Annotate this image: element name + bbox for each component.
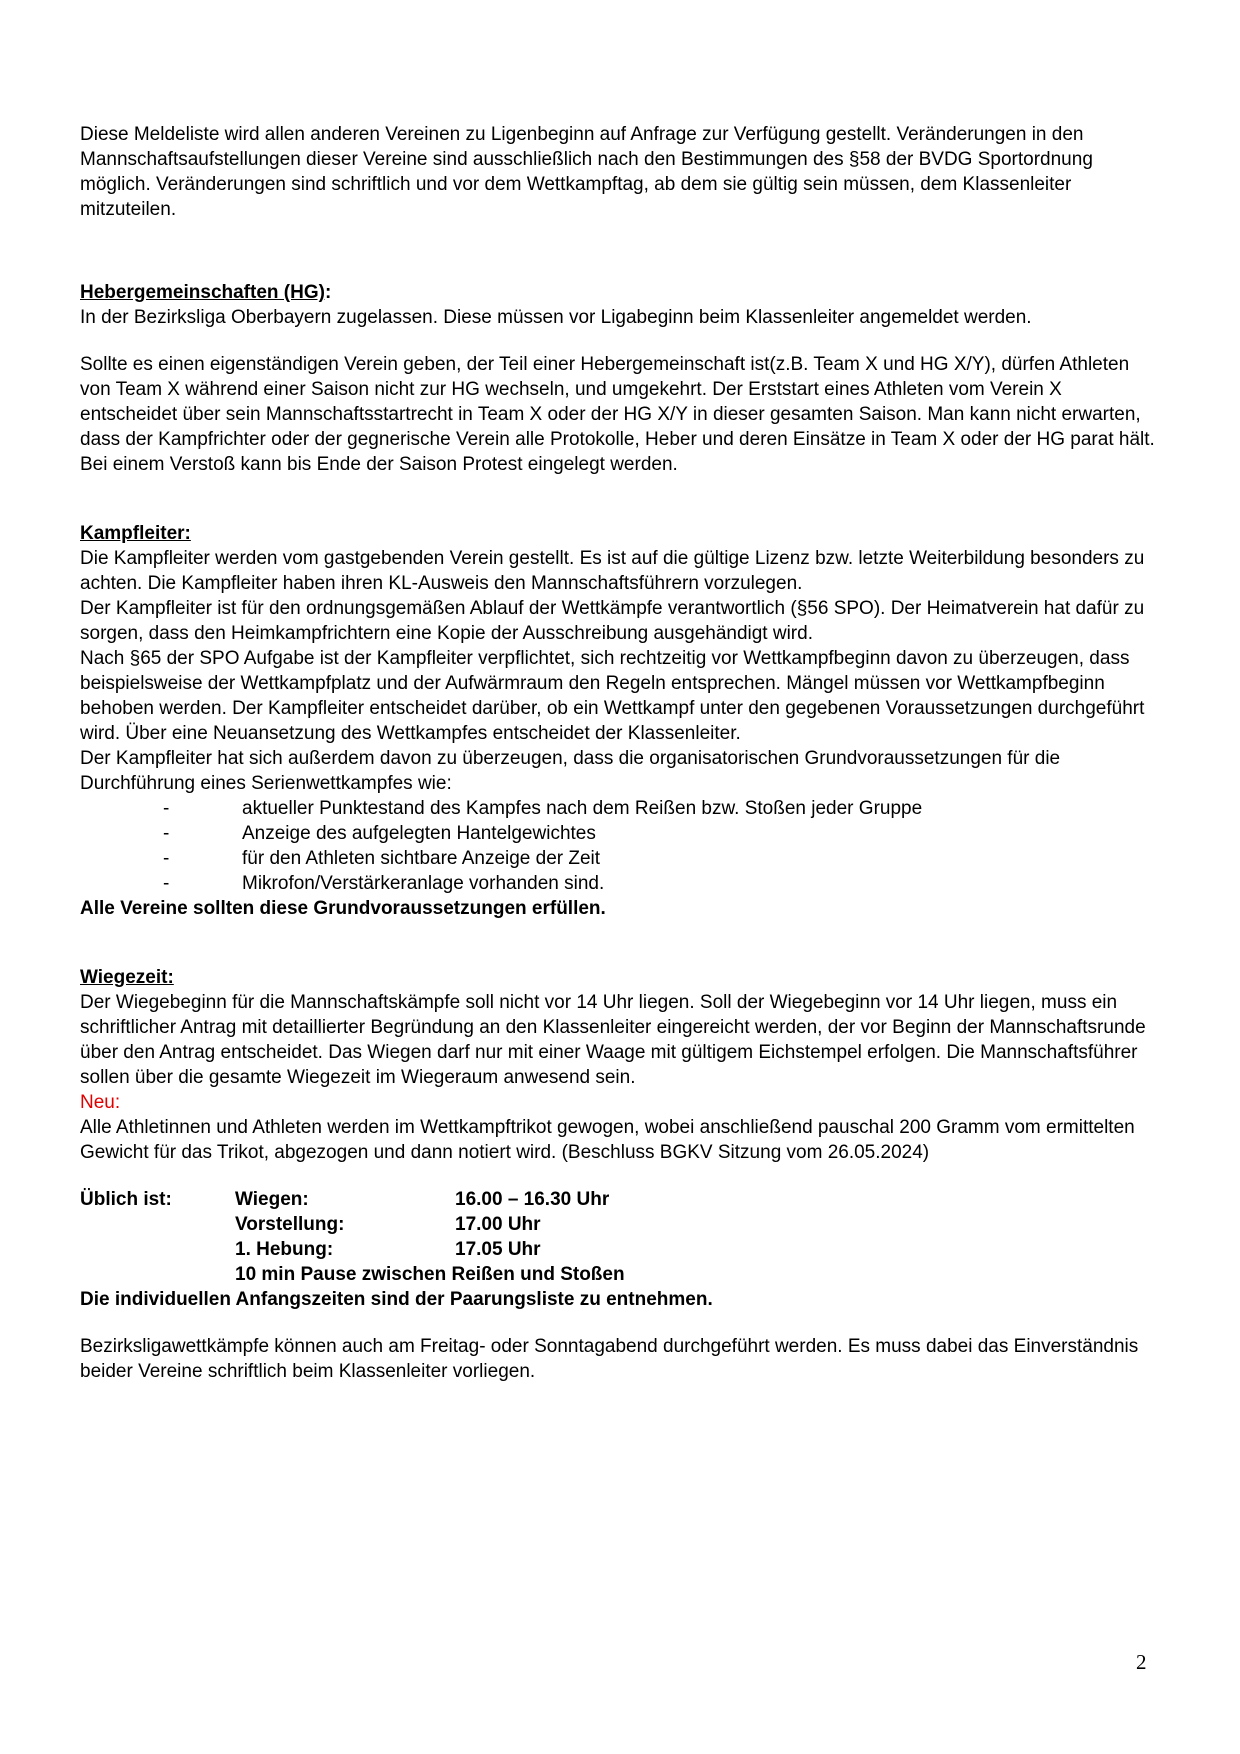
schedule-row-label: Vorstellung:: [235, 1214, 345, 1235]
schedule-spacer: [80, 1262, 235, 1287]
intro-paragraph: Diese Meldeliste wird allen anderen Vereinen zu Ligenbeginn auf Anfrage zur Verfügung gestellt. Veränderungen in den Mannschaftsaufstellungen dieser Vereine sind ausschließlich nach den Bestimmungen des §58 der BVDG Sportordnung möglich. Veränderungen sind schriftlich und vor dem Wettkampftag, ab dem sie gültig sein müssen, dem Klassenleiter mitzuteilen.: [80, 124, 1093, 220]
bullet-dash: -: [163, 873, 170, 894]
section-heading-hebergemeinschaften: [80, 280, 1160, 305]
schedule-row: [80, 1187, 1160, 1212]
heading-colon: :: [324, 282, 332, 303]
schedule-spacer: [80, 1237, 235, 1262]
list-item: [80, 846, 1160, 871]
kampfleiter-paragraph-2: Der Kampfleiter ist für den ordnungsgemäßen Ablauf der Wettkämpfe verantwortlich (§56 SPO). Der Heimatverein hat dafür zu sorgen, dass den Heimkampfrichtern eine Kopie der Ausschreibung ausgehändigt wird.: [80, 598, 1145, 644]
schedule-row: [80, 1237, 1160, 1262]
schedule-spacer: [80, 1212, 235, 1237]
hebergemeinschaften-paragraph-2: Sollte es einen eigenständigen Verein geben, der Teil einer Hebergemeinschaft ist(z.B. Team X und HG X/Y), dürfen Athleten von Team X während einer Saison nicht zur HG wechseln, und umgekehrt. Der Erststart eines Athleten vom Verein X entscheidet über sein Mannschaftsstartrecht in Team X oder der HG X/Y in dieser gesamten Saison. Man kann nicht erwarten, dass der Kampfrichter oder der gegnerische Verein alle Protokolle, Heber und deren Einsätze in Team X oder der HG parat hält. Bei einem Verstoß kann bis Ende der Saison Protest eingelegt werden.: [80, 354, 1155, 475]
schedule-block: [80, 1187, 1160, 1312]
kampfleiter-paragraph-1: Die Kampfleiter werden vom gastgebenden Verein gestellt. Es ist auf die gültige Lizenz bzw. letzte Weiterbildung besonders zu achten. Die Kampfleiter haben ihren KL-Ausweis den Mannschaftsführern vorzulegen.: [80, 548, 1145, 594]
schedule-row: [80, 1262, 1160, 1287]
schedule-pause-note: 10 min Pause zwischen Reißen und Stoßen: [235, 1264, 625, 1285]
list-item-text: Mikrofon/Verstärkeranlage vorhanden sind.: [242, 873, 605, 894]
schedule-row-value: 17.00 Uhr: [455, 1214, 541, 1235]
kampfleiter-paragraph-3: Nach §65 der SPO Aufgabe ist der Kampfleiter verpflichtet, sich rechtzeitig vor Wettkampfbeginn davon zu überzeugen, dass beispielsweise der Wettkampfplatz und der Aufwärmraum den Regeln entsprechen. Mängel müssen vor Wettkampfbeginn behoben werden. Der Kampfleiter entscheidet darüber, ob ein Wettkampf unter den gegebenen Voraussetzungen durchgeführt wird. Über eine Neuansetzung des Wettkampfes entscheidet der Klassenleiter.: [80, 648, 1145, 744]
heading-text: Wiegezeit:: [80, 967, 174, 988]
list-item-text: für den Athleten sichtbare Anzeige der Zeit: [242, 848, 601, 869]
hebergemeinschaften-paragraph-1: In der Bezirksliga Oberbayern zugelassen. Diese müssen vor Ligabeginn beim Klassenleiter angemeldet werden.: [80, 307, 1032, 328]
schedule-note: Die individuellen Anfangszeiten sind der Paarungsliste zu entnehmen.: [80, 1289, 713, 1310]
bullet-dash: -: [163, 823, 170, 844]
schedule-row-value: 17.05 Uhr: [455, 1239, 541, 1260]
wiegezeit-paragraph-2: Alle Athletinnen und Athleten werden im Wettkampftrikot gewogen, wobei anschließend pauschal 200 Gramm vom ermittelten Gewicht für das Trikot, abgezogen und dann notiert wird. (Beschluss BGKV Sitzung vom 26.05.2024): [80, 1117, 1135, 1163]
kampfleiter-conclusion: Alle Vereine sollten diese Grundvoraussetzungen erfüllen.: [80, 898, 606, 919]
list-item: [80, 821, 1160, 846]
heading-text: Kampfleiter:: [80, 523, 191, 544]
schedule-row: [80, 1212, 1160, 1237]
section-heading-wiegezeit: [80, 965, 1160, 990]
schedule-row-label: Wiegen:: [235, 1189, 309, 1210]
list-item-text: Anzeige des aufgelegten Hantelgewichtes: [242, 823, 596, 844]
heading-text: Hebergemeinschaften (HG): [80, 282, 325, 303]
wiegezeit-paragraph-1: Der Wiegebeginn für die Mannschaftskämpfe soll nicht vor 14 Uhr liegen. Soll der Wiegebeginn vor 14 Uhr liegen, muss ein schriftlicher Antrag mit detaillierter Begründung an den Klassenleiter eingereicht werden, der vor Beginn der Mannschaftsrunde über den Antrag entscheidet. Das Wiegen darf nur mit einer Waage mit gültigem Eichstempel erfolgen. Die Mannschaftsführer sollen über die gesamte Wiegezeit im Wiegeraum anwesend sein.: [80, 992, 1146, 1088]
list-item: [80, 796, 1160, 821]
kampfleiter-paragraph-4: Der Kampfleiter hat sich außerdem davon zu überzeugen, dass die organisatorischen Grundvoraussetzungen für die Durchführung eines Serienwettkampfes wie:: [80, 748, 1061, 794]
schedule-row-value: 16.00 – 16.30 Uhr: [455, 1189, 610, 1210]
kampfleiter-requirements-list: [80, 796, 1160, 896]
list-item: [80, 871, 1160, 896]
bullet-dash: -: [163, 798, 170, 819]
closing-paragraph: Bezirksligawettkämpfe können auch am Freitag- oder Sonntagabend durchgeführt werden. Es muss dabei das Einverständnis beider Vereine schriftlich beim Klassenleiter vorliegen.: [80, 1336, 1139, 1382]
schedule-row-label: 1. Hebung:: [235, 1239, 334, 1260]
schedule-intro-label: Üblich ist:: [80, 1189, 172, 1210]
page-number: 2: [1136, 1650, 1147, 1674]
neu-label: Neu:: [80, 1092, 121, 1113]
bullet-dash: -: [163, 848, 170, 869]
section-heading-kampfleiter: [80, 521, 1160, 546]
list-item-text: aktueller Punktestand des Kampfes nach dem Reißen bzw. Stoßen jeder Gruppe: [242, 798, 923, 819]
